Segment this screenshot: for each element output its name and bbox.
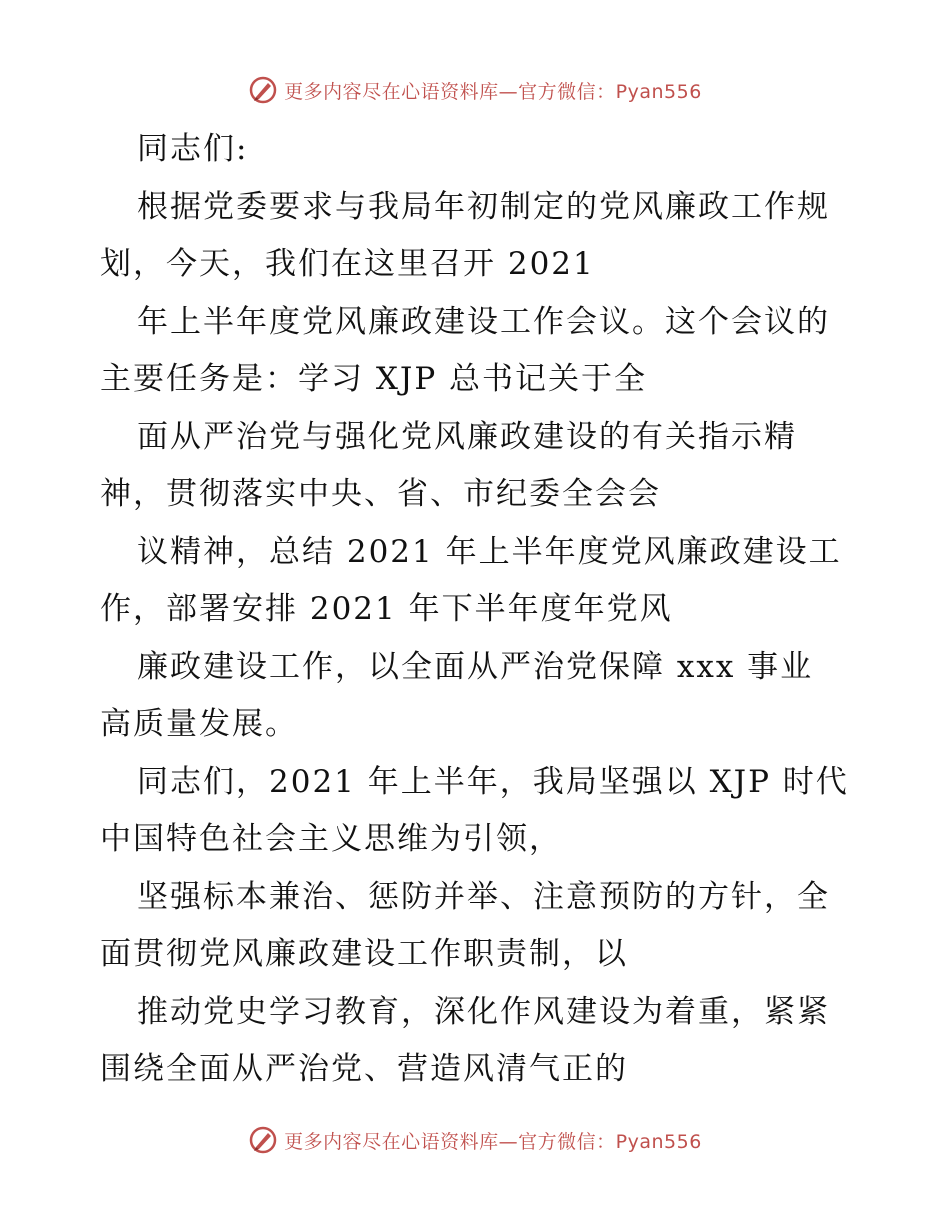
paragraph-line: 划，今天，我们在这里召开 2021 [100,246,595,282]
paragraph-line: 中国特色社会主义思维为引领， [100,821,562,857]
footer-banner [0,1120,950,1160]
logo-icon [248,1125,278,1155]
paragraph-line: 根据党委要求与我局年初制定的党风廉政工作规 [137,188,830,225]
paragraph-line: 推动党史学习教育，深化作风建设为着重，紧紧 [137,993,830,1030]
logo-icon [248,75,278,105]
header-banner [0,70,950,110]
paragraph-line: 作，部署安排 2021 年下半年度年党风 [100,591,673,627]
banner-text: 更多内容尽在心语资料库—官方微信：Pyan556 [284,1130,702,1153]
paragraph-line: 神，贯彻落实中央、省、市纪委全会会 [100,476,661,512]
paragraph-line: 年上半年度党风廉政建设工作会议。这个会议的 [137,303,830,340]
paragraph-line: 议精神，总结 2021 年上半年度党风廉政建设工 [137,533,842,570]
paragraph-line: 面贯彻党风廉政建设工作职责制，以 [100,936,628,972]
paragraph-line: 主要任务是：学习 XJP 总书记关于全 [100,361,648,397]
document-body [100,121,860,1099]
paragraph-line: 廉政建设工作，以全面从严治党保障 xxx 事业 [137,648,814,685]
paragraph-line: 坚强标本兼治、惩防并举、注意预防的方针，全 [137,878,830,915]
banner-text: 更多内容尽在心语资料库—官方微信：Pyan556 [284,80,702,103]
paragraph-line: 围绕全面从严治党、营造风清气正的 [100,1051,628,1087]
paragraph-line: 同志们，2021 年上半年，我局坚强以 XJP 时代 [137,763,849,800]
paragraph-line: 高质量发展。 [100,706,298,742]
paragraph-line: 同志们: [137,131,249,167]
paragraph-line: 面从严治党与强化党风廉政建设的有关指示精 [137,418,797,455]
